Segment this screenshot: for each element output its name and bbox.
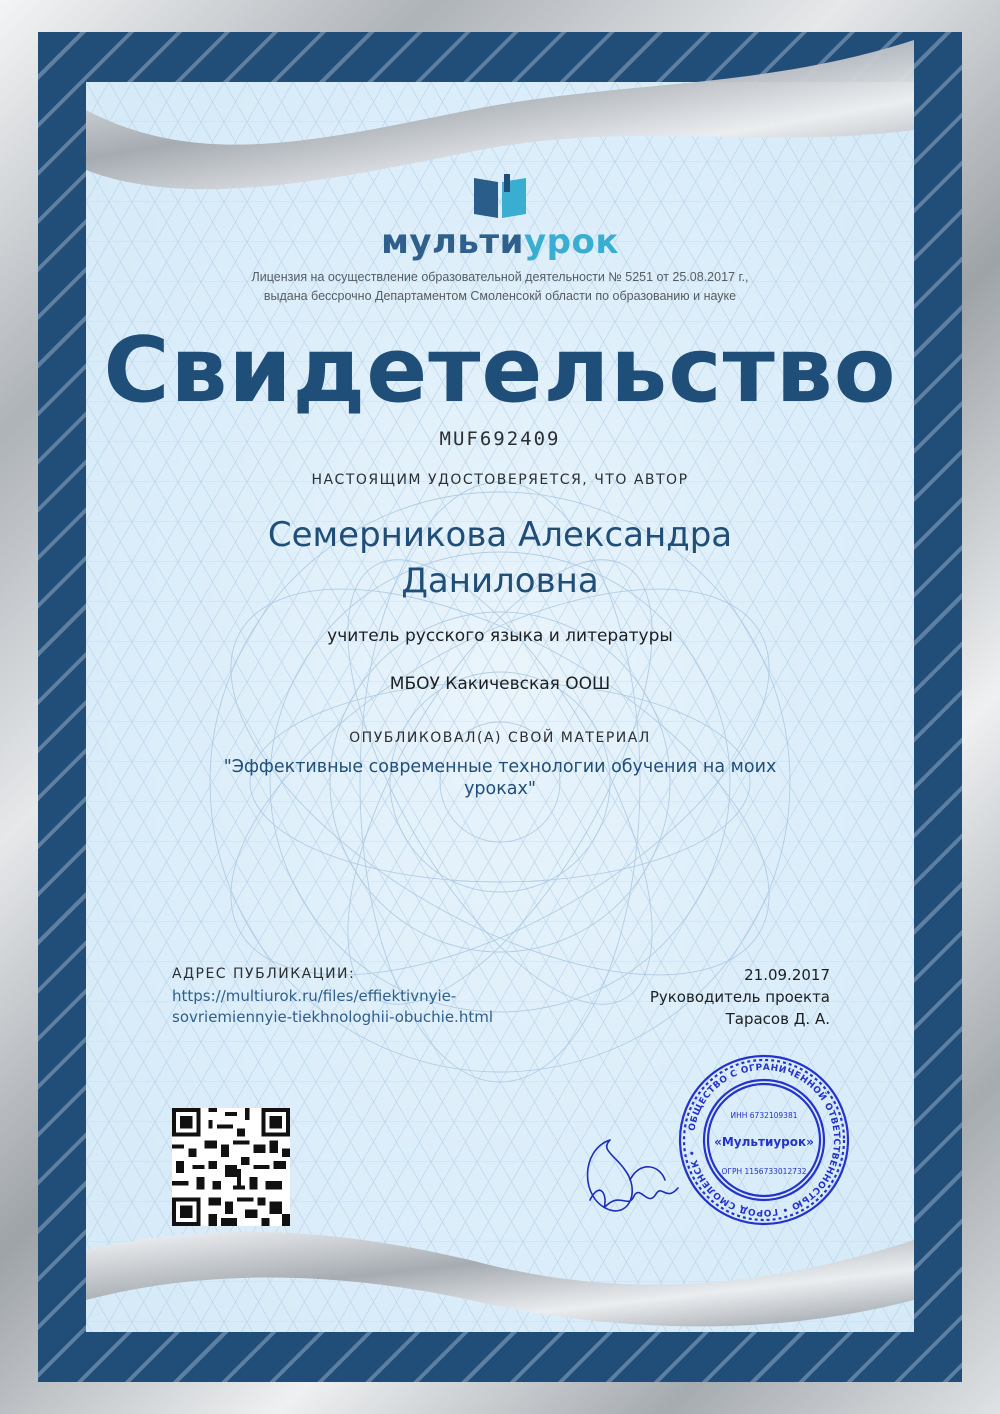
license-line1: Лицензия на осуществление образовательной деятельности № 5251 от 25.08.2017 г., bbox=[251, 270, 749, 284]
publication-url-line1[interactable]: https://multiurok.ru/files/effiektivnyie- bbox=[172, 987, 457, 1005]
certificate-number: MUF692409 bbox=[439, 428, 561, 450]
seal-ogrn: ОГРН 1156733012732 bbox=[721, 1167, 807, 1176]
signoff-person: Тарасов Д. А. bbox=[725, 1010, 830, 1028]
publication-label: АДРЕС ПУБЛИКАЦИИ: bbox=[172, 966, 356, 982]
certificate-title: Свидетельство bbox=[103, 318, 897, 423]
material-title bbox=[170, 756, 830, 800]
author-name-line1: Семерникова Александра bbox=[267, 515, 733, 555]
material-title-line2: уроках" bbox=[464, 779, 536, 799]
signoff-role: Руководитель проекта bbox=[649, 988, 830, 1006]
publication-url[interactable] bbox=[172, 986, 493, 1028]
brand-part1: мульти bbox=[381, 222, 524, 262]
company-seal bbox=[676, 1052, 852, 1228]
published-text: ОПУБЛИКОВАЛ(А) СВОЙ МАТЕРИАЛ bbox=[349, 730, 651, 746]
material-title-line1: "Эффективные современные технологии обучения на моих bbox=[223, 757, 777, 777]
seal-inn: ИНН 6732109381 bbox=[730, 1111, 798, 1120]
multiurok-logo-icon bbox=[470, 170, 530, 220]
qr-code-icon bbox=[172, 1108, 290, 1226]
seal-center: «Мультиурок» bbox=[714, 1135, 814, 1149]
publication-url-line2[interactable]: sovriemiennyie-tiekhnologhii-obuchie.html bbox=[172, 1008, 493, 1026]
brand-part2: урок bbox=[523, 222, 619, 262]
seal-outer-text: ОБЩЕСТВО С ОГРАНИЧЕННОЙ ОТВЕТСТВЕННОСТЬЮ • ГОРОД СМОЛЕНСК • bbox=[687, 1062, 842, 1218]
author-name-line2: Даниловна bbox=[401, 561, 599, 601]
author-position: учитель русского языка и литературы bbox=[327, 626, 673, 646]
certifies-text: НАСТОЯЩИМ УДОСТОВЕРЯЕТСЯ, ЧТО АВТОР bbox=[311, 472, 689, 488]
author-name bbox=[0, 512, 1000, 604]
brand-wordmark bbox=[0, 222, 1000, 262]
signoff-date: 21.09.2017 bbox=[744, 966, 830, 984]
license-text bbox=[0, 268, 1000, 306]
signoff-block bbox=[650, 964, 830, 1030]
license-line2: выдана бессрочно Департаментом Смоленсокй области по образованию и науке bbox=[263, 289, 737, 303]
author-organization: МБОУ Какичевская ООШ bbox=[389, 674, 611, 694]
